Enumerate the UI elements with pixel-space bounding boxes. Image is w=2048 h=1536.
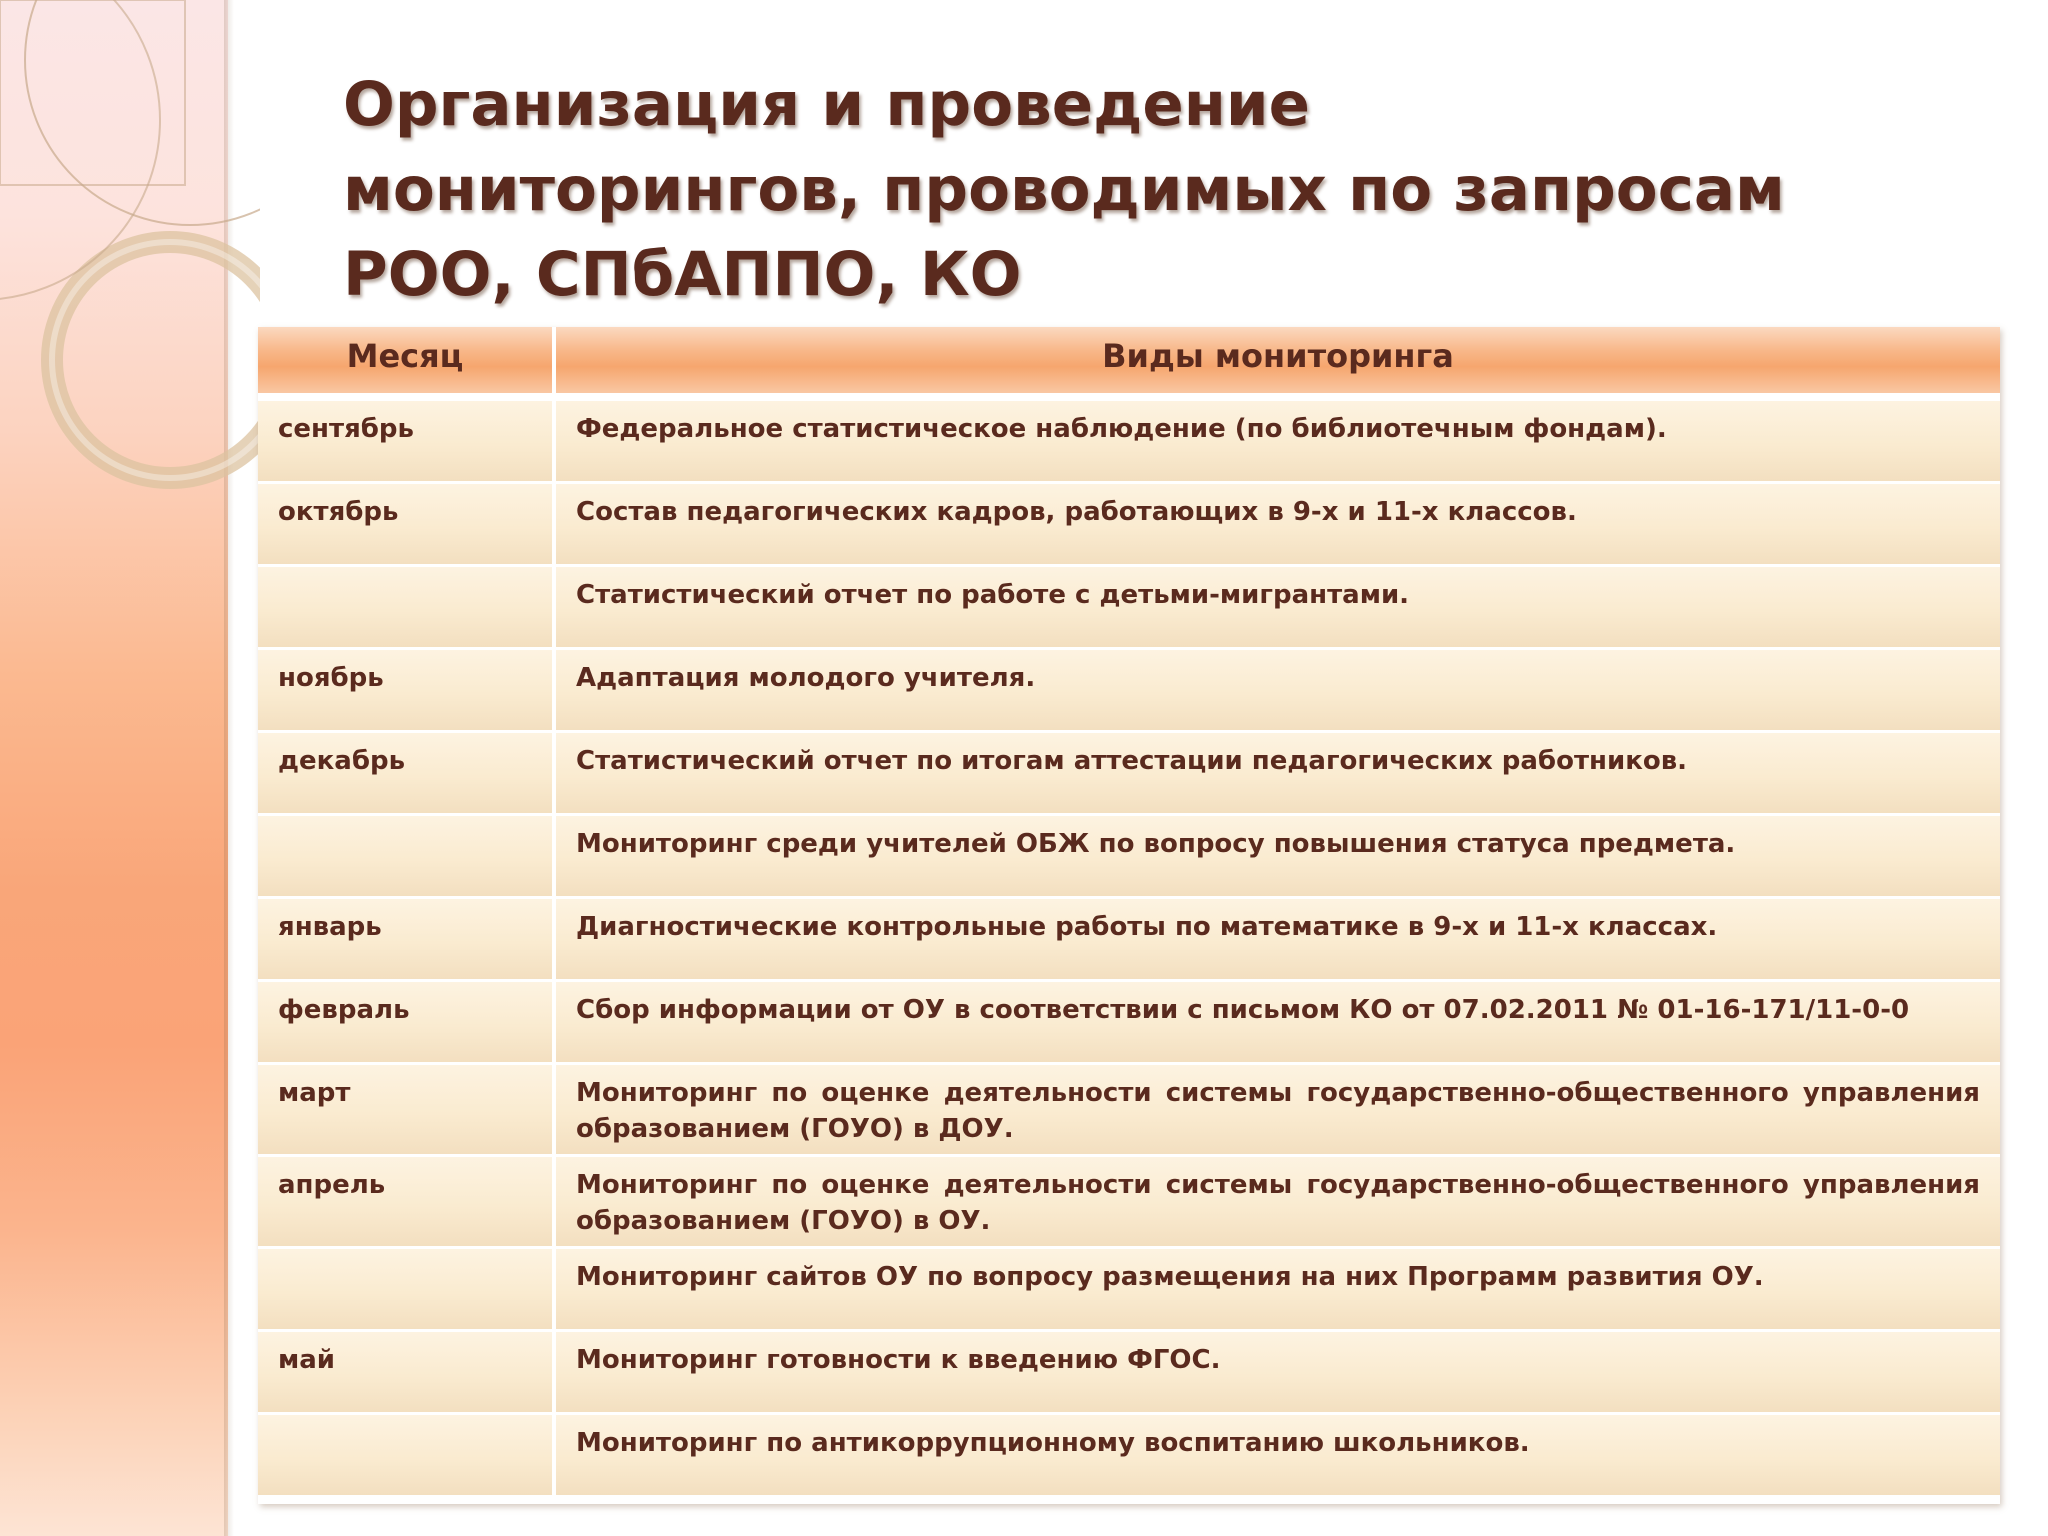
table-row — [258, 1249, 2000, 1332]
table-row — [258, 650, 2000, 733]
monitoring-cell: Статистический отчет по работе с детьми-мигрантами. — [556, 567, 2000, 650]
month-cell: январь — [258, 899, 556, 982]
table-row — [258, 484, 2000, 567]
month-cell: ноябрь — [258, 650, 556, 733]
month-cell: октябрь — [258, 484, 556, 567]
month-cell: апрель — [258, 1157, 556, 1249]
table-row — [258, 1157, 2000, 1249]
table-row — [258, 816, 2000, 899]
table-row — [258, 1332, 2000, 1415]
month-cell: декабрь — [258, 733, 556, 816]
monitoring-cell: Статистический отчет по итогам аттестации педагогических работников. — [556, 733, 2000, 816]
monitoring-table — [258, 327, 2000, 1498]
monitoring-cell: Мониторинг сайтов ОУ по вопросу размещения на них Программ развития ОУ. — [556, 1249, 2000, 1332]
table-row — [258, 733, 2000, 816]
table-row — [258, 982, 2000, 1065]
month-cell: сентябрь — [258, 401, 556, 484]
monitoring-cell: Федеральное статистическое наблюдение (по библиотечным фондам). — [556, 401, 2000, 484]
monitoring-cell: Мониторинг среди учителей ОБЖ по вопросу повышения статуса предмета. — [556, 816, 2000, 899]
month-cell — [258, 567, 556, 650]
table-row — [258, 1065, 2000, 1157]
monitoring-cell: Мониторинг по оценке деятельности системы государственно-общественного управления образованием (ГОУО) в ДОУ. — [556, 1065, 2000, 1157]
month-cell — [258, 816, 556, 899]
monitoring-cell: Сбор информации от ОУ в соответствии с письмом КО от 07.02.2011 № 01-16-171/11-0-0 — [556, 982, 2000, 1065]
monitoring-cell: Мониторинг по оценке деятельности системы государственно-общественного управления образованием (ГОУО) в ОУ. — [556, 1157, 2000, 1249]
table-row — [258, 1415, 2000, 1498]
table-header-row — [258, 327, 2000, 401]
table-row — [258, 567, 2000, 650]
monitoring-cell: Адаптация молодого учителя. — [556, 650, 2000, 733]
table-row — [258, 899, 2000, 982]
header-monitoring-type: Виды мониторинга — [556, 327, 2000, 401]
decorative-circles — [0, 0, 260, 520]
monitoring-table-container — [258, 327, 2000, 1504]
month-cell: февраль — [258, 982, 556, 1065]
monitoring-cell: Состав педагогических кадров, работающих в 9-х и 11-х классов. — [556, 484, 2000, 567]
monitoring-cell: Диагностические контрольные работы по математике в 9-х и 11-х классах. — [556, 899, 2000, 982]
month-cell: март — [258, 1065, 556, 1157]
page-title: Организация и проведение мониторингов, проводимых по запросам РОО, СПбАППО, КО — [343, 69, 1785, 310]
table-row — [258, 401, 2000, 484]
header-month: Месяц — [258, 327, 556, 401]
month-cell: май — [258, 1332, 556, 1415]
monitoring-cell: Мониторинг готовности к введению ФГОС. — [556, 1332, 2000, 1415]
month-cell — [258, 1415, 556, 1498]
monitoring-cell: Мониторинг по антикоррупционному воспитанию школьников. — [556, 1415, 2000, 1498]
month-cell — [258, 1249, 556, 1332]
